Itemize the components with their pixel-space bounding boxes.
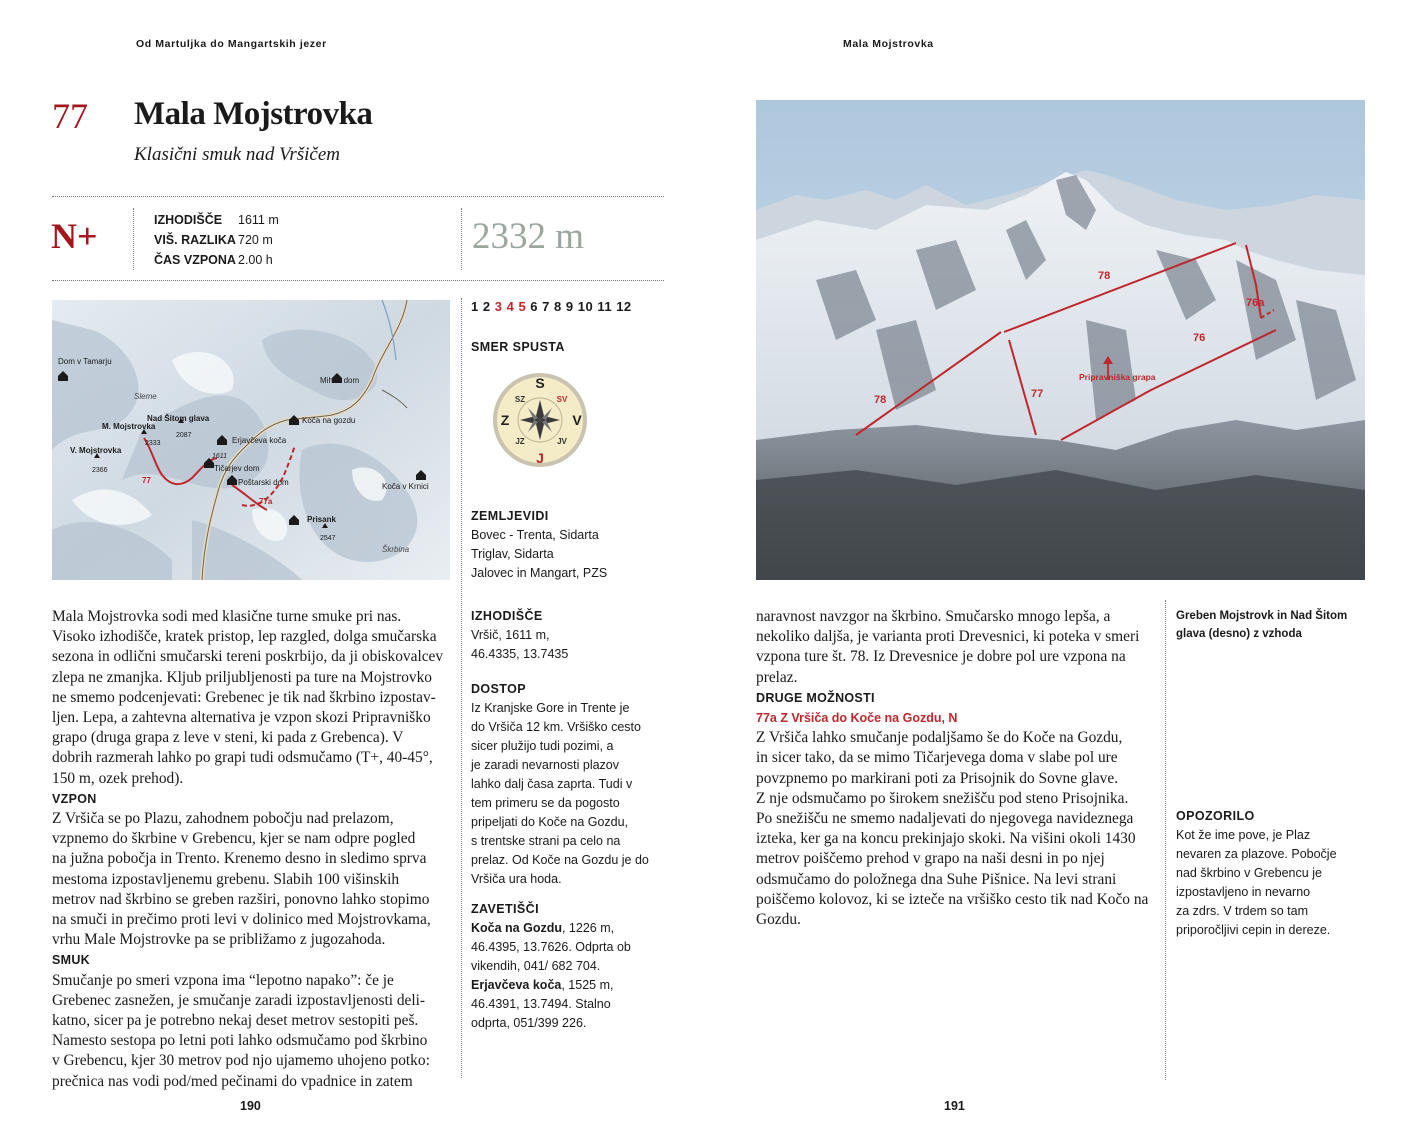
column-divider-right [1165,600,1166,1080]
body-line: na južna pobočja in Trento. Krenemo desno in sledimo sprva [52,850,427,868]
body-line: Z Vršiča se po Plazu, zahodnem pobočju nad prelazom, [52,810,394,828]
photo-label: 78 [1098,270,1111,282]
map-label: Tičarjev dom [214,464,260,473]
compass-s: S [535,375,545,391]
body-line: povzpnemo po markirani poti za Prisojnik do Sovne glave. [756,769,1119,787]
map-label: Dom v Tamarju [58,357,112,366]
sidebar-heading: ZEMLJEVIDI [471,509,549,523]
fact-label: VIŠ. RAZLIKA [154,233,236,247]
compass-j: J [536,450,544,466]
fact-value: 2.00 h [238,253,273,267]
body-line: prečnica nas vodi pod/med pečinami do vpadnice in zatem [52,1072,413,1090]
map-label: Prisank [307,515,336,524]
photo-label: Pripravniška grapa [1079,372,1156,382]
sidebar-line: Jalovec in Mangart, PZS [471,566,608,580]
map-label: Sleme [134,392,157,401]
body-line: metrov poiščemo prehod v grapo na naši desni in po njej [756,850,1105,868]
caption-line: glava (desno) z vzhoda [1176,628,1302,640]
fact-value: 1611 m [238,213,279,227]
map-label: 77 [142,476,151,485]
body-line: Po snežišču ne smemo nadaljevati do njegovega navideznega [756,810,1134,828]
body-line: mestoma izpostavljenemu grebenu. Slabih 100 višinskih [52,870,400,888]
map-label: Mihov dom [320,376,360,385]
mountain-photo [756,100,1365,580]
body-text-left [52,607,457,1092]
divider-vertical [461,208,462,270]
month-6: 6 [530,299,539,314]
fact-value: 720 m [238,233,273,247]
map-label: 2547 [320,535,336,542]
hut-line: 46.4391, 13.7494. Stalno [471,997,611,1011]
month-8: 8 [554,299,562,314]
body-line: Visoko izhodišče, kratek pristop, lep razgled, dolga smučarska [52,628,437,646]
map-label: Koča v Krnici [382,482,429,491]
body-line: poiščemo kolovoz, ki se izteče na vršiško cesto tik nad Kočo na [756,890,1149,908]
running-head-left: Od Martuljka do Mangartskih jezer [136,38,327,50]
map-label: 2087 [176,432,192,439]
body-line: vrhu Male Mojstrovke pa se približamo z jugozahoda. [52,931,386,949]
hut-name: Koča na Gozdu [471,921,562,935]
opozorilo-heading: OPOZORILO [1176,809,1255,823]
opozorilo-line: nevaren za plazove. Pobočje [1176,847,1337,861]
divider-top [52,196,664,197]
body-line: na smuči in prečimo proti levi v dolinico med Mojstrovkama, [52,911,431,929]
divider-vertical [133,208,134,270]
opozorilo-box [1176,807,1366,940]
body-line: v Grebencu, kjer 30 metrov pod njo ujamemo uhojeno potko: [52,1052,430,1070]
route-subtitle: Klasični smuk nad Vršičem [134,144,340,165]
fact-row [154,210,279,230]
sidebar-heading: ZAVETIŠČI [471,902,539,916]
body-line: grapo (druga grapa z leve v steni, ki pada z Grebenca). V [52,729,404,747]
section-heading-smuk: SMUK [52,953,91,968]
opozorilo-line: izpostavljeno in nevarno [1176,885,1311,899]
opozorilo-line: nad škrbino v Grebencu je [1176,866,1322,880]
sidebar-line: Vršiča ura hoda. [471,872,562,886]
body-line: Grebenec zasnežen, je smučanje zaradi izpostavljenosti deli- [52,991,426,1009]
body-line: Z Vršiča lahko smučanje podaljšamo še do Koče na Gozdu, [756,729,1123,747]
map-label: 77a [259,497,273,506]
fact-row [154,230,279,250]
section-heading-druge: DRUGE MOŽNOSTI [756,690,875,705]
body-line: Z nje odsmučamo po širokem snežišču pod steno Prisojnika. [756,789,1129,807]
body-line: vzpnemo do škrbine v Grebencu, kjer se nam odpre pogled [52,830,416,848]
body-line: Mala Mojstrovka sodi med klasične turne smuke pri nas. [52,608,402,625]
compass-sv: SV [556,395,568,404]
sidebar-izhodisce [471,607,656,664]
sidebar-line: tem primeru se da pogosto [471,796,620,810]
body-line: ne smemo podcenjevati: Grebenec je tik nad škrbino izpostav- [52,688,436,706]
body-line: 150 m, ozek prehod). [52,769,184,787]
hut-detail: , 1525 m, [561,978,614,992]
compass-icon [480,368,598,468]
map-label: 1611 [212,453,228,460]
sidebar-heading: IZHODIŠČE [471,609,543,623]
body-line: Gozdu. [756,911,801,929]
smer-spusta [471,338,565,357]
fact-label: ČAS VZPONA [154,253,236,267]
photo-graphic [756,100,1365,580]
hut-line: 46.4395, 13.7626. Odprta ob [471,940,631,954]
month-12: 12 [616,299,632,314]
sidebar-zavetisci [471,900,661,1033]
photo-label: 76 [1193,332,1206,344]
photo-label: 76a [1246,297,1265,309]
fact-row [154,250,279,270]
sidebar-dostop [471,680,661,889]
month-9: 9 [565,299,574,314]
page-number-left: 190 [240,1099,261,1113]
body-line: odsmučamo do položnega dna Suhe Pišnice. Na levi strani [756,870,1117,888]
month-1: 1 [471,299,479,314]
opozorilo-line: priporočljivi cepin in dereze. [1176,923,1331,937]
month-4-highlighted: 4 [506,299,515,314]
opozorilo-line: za zdrs. V trdem so tam [1176,904,1308,918]
photo-caption [1176,607,1366,643]
sidebar-heading: DOSTOP [471,682,526,696]
photo-label: 77 [1031,388,1044,400]
body-line: in sicer tako, da se mimo Tičarjevega doma v slabe pol ure [756,749,1118,767]
sidebar-line: Triglav, Sidarta [471,547,554,561]
body-line: naravnost navzgor na škrbino. Smučarsko mnogo lepša, a [756,608,1111,625]
body-line: nekoliko daljša, je varianta proti Drevesnici, ki poteka v smeri [756,628,1140,646]
sidebar-line: Vršič, 1611 m, [471,628,550,642]
sidebar-zemljevidi [471,507,656,583]
sidebar-line: je zaradi nevarnosti plazov [471,758,619,772]
hut-line [471,919,661,938]
section-heading-vzpon: VZPON [52,791,97,806]
map-label: Koča na gozdu [302,416,356,425]
sidebar-line: 46.4335, 13.7435 [471,647,569,661]
hut-detail: , 1226 m, [561,921,615,935]
map-label: 2366 [92,467,108,474]
compass-v: V [572,412,582,428]
hut-line [471,976,661,995]
facts-table [154,210,279,270]
caption-line: Greben Mojstrovk in Nad Šitom [1176,610,1348,622]
page-number-right: 191 [944,1099,965,1113]
sidebar-line: sicer plužijo tudi pozimi, a [471,739,614,753]
route-map [52,300,450,580]
month-7: 7 [542,299,550,314]
map-label: Nad Šitom glava [147,414,210,423]
compass-jz: JZ [515,437,525,446]
sidebar-line: lahko dalj časa zaprta. Tudi v [471,777,633,791]
map-label: M. Mojstrovka [102,422,156,431]
body-line: sezona in odlični smučarski tereni poskrbijo, da ji obiskovalcev [52,648,444,666]
month-5-highlighted: 5 [518,299,527,314]
route-number: 77 [52,96,88,136]
month-3-highlighted: 3 [494,299,503,314]
sidebar-line: pripeljati do Koče na Gozdu, [471,815,629,829]
body-line: Namesto sestopa po letni poti lahko odsmučamo pod škrbino [52,1032,428,1050]
compass-sz: SZ [514,395,526,404]
body-line: vzpona ture št. 78. Iz Drevesnice je dobre pol ure vzpona na [756,648,1126,666]
month-11: 11 [597,299,613,314]
body-line: Smučanje po smeri vzpona ima “lepotno napako”: če je [52,971,394,989]
map-label: Škrbina [382,545,410,554]
compass-z: Z [500,412,510,428]
sidebar-line: prelaz. Od Koče na Gozdu je do [471,853,649,867]
map-label: V. Mojstrovka [70,446,122,455]
running-head-right: Mala Mojstrovka [843,38,934,50]
hut-line: vikendih, 041/ 682 704. [471,959,601,973]
body-text-right [756,607,1151,930]
body-line: ljen. Lepa, a zahtevna alternativa je vzpon skozi Pripravniško [52,709,431,727]
body-line: prelaz. [756,668,798,686]
sidebar-line: Bovec - Trenta, Sidarta [471,528,599,542]
body-line: katno, sicer pa je potrebno nekaj deset metrov sestopiti peš. [52,1012,419,1030]
photo-label: 78 [874,394,887,406]
sidebar-line: s trentske strani pa celo na [471,834,621,848]
hut-name: Erjavčeva koča [471,978,562,992]
fact-label: IZHODIŠČE [154,213,223,227]
month-2: 2 [482,299,491,314]
smer-spusta-heading: SMER SPUSTA [471,340,565,354]
body-line: dobrih razmerah lahko po grapi tudi odsmučamo (T+, 40-45°, [52,749,433,767]
hut-line: odprta, 051/399 226. [471,1016,587,1030]
summit-elevation: 2332 m [472,216,585,257]
map-graphic [52,300,450,580]
month-10: 10 [577,299,594,314]
sidebar-line: Iz Kranjske Gore in Trente je [471,701,630,715]
sidebar-line: do Vršiča 12 km. Vršiško cesto [471,720,641,734]
body-line: zlepa ne zmanjka. Kljub priljubljenosti pa ture na Mojstrovko [52,668,432,686]
compass [480,368,598,468]
map-label: Poštarski dom [238,478,289,487]
difficulty-grade: N+ [51,216,98,256]
variant-heading: 77a Z Vršiča do Koče na Gozdu, N [756,711,958,726]
route-title: Mala Mojstrovka [134,96,373,132]
map-label: Erjavčeva koča [232,436,287,445]
divider-bottom [52,280,664,281]
compass-jv: JV [557,437,567,446]
map-label: 2333 [145,440,161,447]
opozorilo-line: Kot že ime pove, je Plaz [1176,828,1311,842]
season-months [471,299,632,314]
body-line: metrov nad škrbino se greben razširi, ponovno lahko stopimo [52,890,430,908]
body-line: izteka, ker ga na koncu prekinjajo skoki. Na višini okoli 1430 [756,830,1136,848]
column-divider [461,298,462,1078]
